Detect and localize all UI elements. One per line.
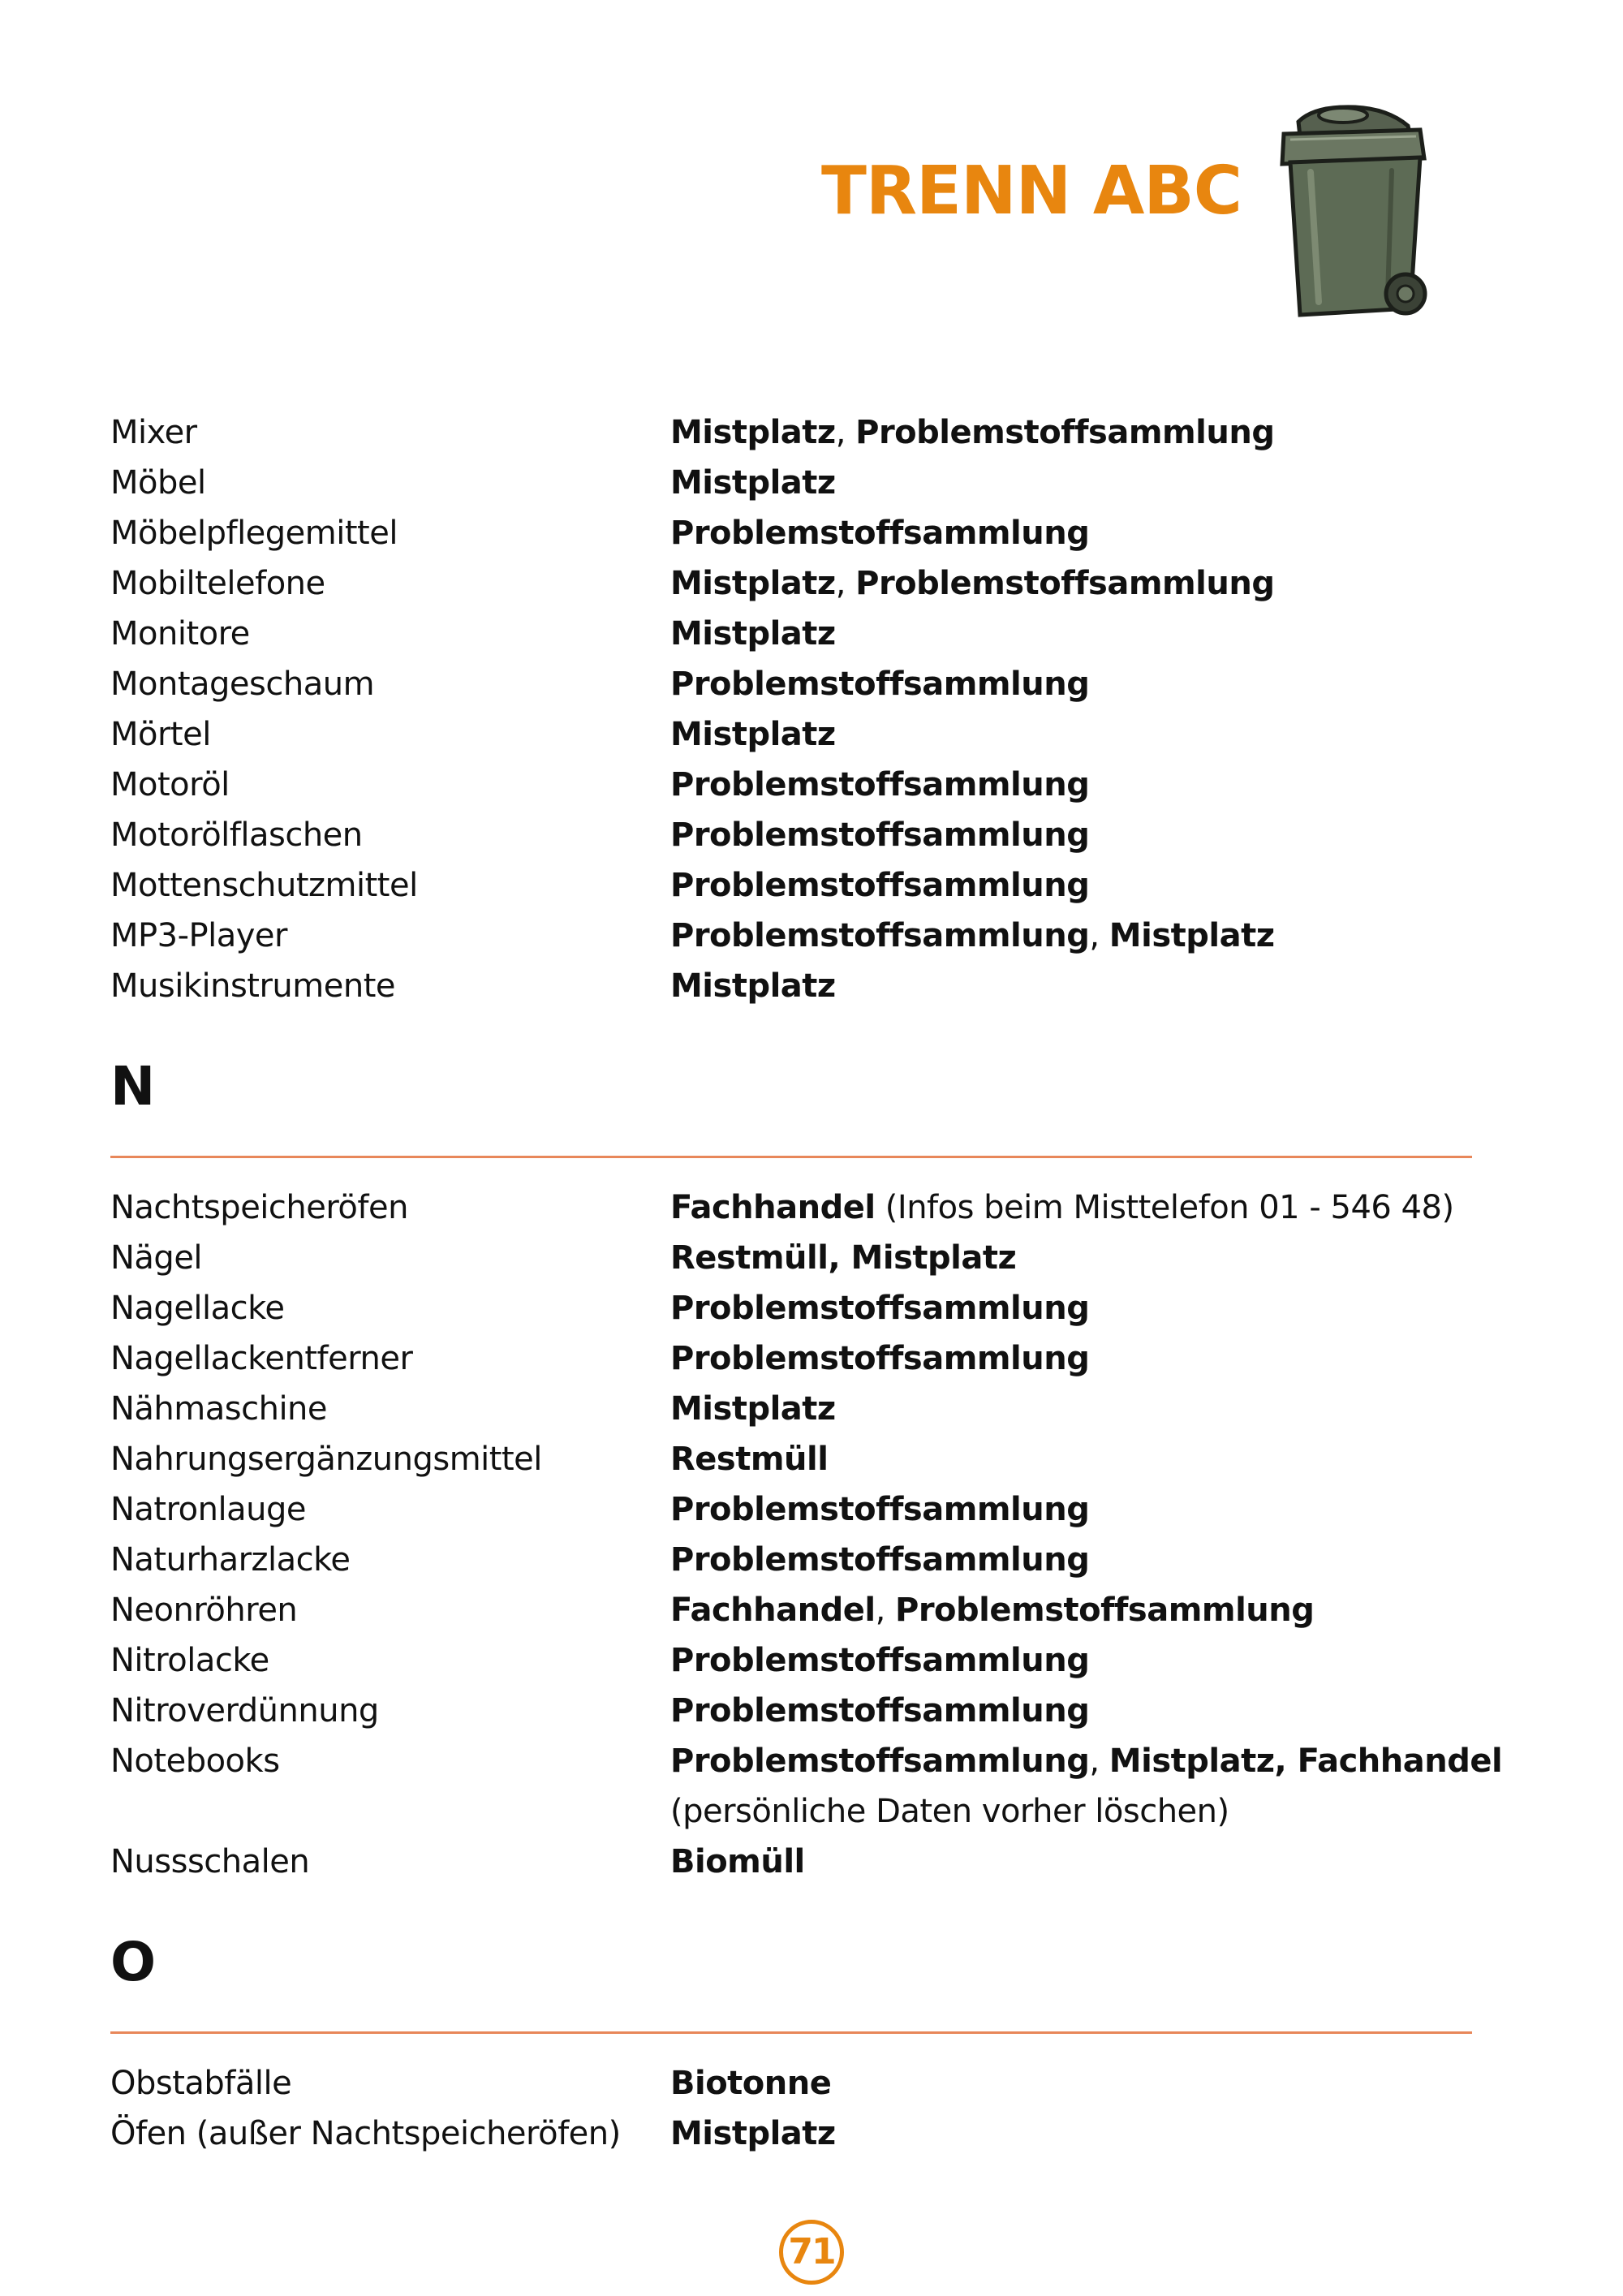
disposal-destination: Biotonne: [670, 2065, 832, 2102]
section-divider: [110, 1156, 1472, 1158]
item-name: Mörtel: [110, 716, 211, 753]
list-item: [110, 1283, 1474, 1333]
list-item: [110, 1535, 1474, 1585]
list-item: [110, 709, 1474, 760]
item-name: Notebooks: [110, 1742, 280, 1780]
item-name: Musikinstrumente: [110, 967, 395, 1005]
disposal-destination: Problemstoffsammlung: [670, 666, 1090, 703]
item-name: Obstabfälle: [110, 2065, 292, 2102]
disposal-destination: Problemstoffsammlung: [670, 766, 1090, 803]
disposal-note: (persönliche Daten vorher löschen): [670, 1793, 1229, 1830]
section-letter: N: [110, 1055, 156, 1118]
disposal-destination: Mistplatz: [670, 1390, 836, 1428]
disposal-destination: Restmüll, Mistplatz: [670, 1239, 1017, 1277]
list-item: [110, 407, 1474, 458]
item-name: Mixer: [110, 414, 197, 451]
disposal-destination: Problemstoffsammlung: [670, 1541, 1090, 1579]
disposal-destination: Mistplatz: [670, 967, 836, 1005]
list-item: [110, 860, 1474, 911]
item-name: Neonröhren: [110, 1592, 298, 1629]
list-item: [110, 911, 1474, 961]
item-name: Nähmaschine: [110, 1390, 328, 1428]
disposal-destination: Problemstoffsammlung: [670, 1491, 1090, 1528]
item-name: Naturharzlacke: [110, 1541, 351, 1579]
item-name: Nagellackentferner: [110, 1340, 413, 1377]
disposal-destination: Problemstoffsammlung, Mistplatz: [670, 917, 1275, 954]
disposal-destination: Mistplatz: [670, 464, 836, 502]
item-name: Motoröl: [110, 766, 230, 803]
disposal-destination: Mistplatz, Problemstoffsammlung: [670, 565, 1275, 602]
item-name: Nagellacke: [110, 1290, 285, 1327]
disposal-destination: Problemstoffsammlung: [670, 1290, 1090, 1327]
disposal-destination: Mistplatz, Problemstoffsammlung: [670, 414, 1275, 451]
list-item: [110, 1837, 1474, 1887]
disposal-destination: Problemstoffsammlung: [670, 1340, 1090, 1377]
disposal-destination: Mistplatz: [670, 615, 836, 653]
item-name: Nägel: [110, 1239, 203, 1277]
item-name: Nahrungsergänzungsmittel: [110, 1441, 542, 1478]
disposal-destination: Biomüll: [670, 1843, 805, 1880]
item-name: Mobiltelefone: [110, 565, 325, 602]
item-name: Mottenschutzmittel: [110, 867, 418, 904]
section-n: [110, 1055, 1503, 1887]
page-number: 71: [779, 2220, 844, 2285]
item-name: Möbel: [110, 464, 206, 502]
list-item: [110, 659, 1474, 709]
item-name: Nachtspeicheröfen: [110, 1189, 408, 1226]
disposal-destination: Problemstoffsammlung: [670, 1692, 1090, 1730]
item-name: Monitore: [110, 615, 250, 653]
section-o: [110, 1931, 1474, 2159]
list-item: [110, 2058, 1474, 2109]
wheelie-bin-icon: [1266, 97, 1428, 329]
list-item: [110, 609, 1474, 659]
item-name: Natronlauge: [110, 1491, 306, 1528]
item-name: Öfen (außer Nachtspeicheröfen): [110, 2115, 621, 2152]
list-item: [110, 508, 1474, 558]
list-item: [110, 1233, 1474, 1283]
list-item: [110, 1736, 1503, 1786]
list-item: [110, 1585, 1474, 1635]
disposal-destination: Fachhandel, Problemstoffsammlung: [670, 1592, 1315, 1629]
list-item: [110, 961, 1474, 1011]
list-item: [110, 810, 1474, 860]
disposal-destination: Problemstoffsammlung: [670, 515, 1090, 552]
list-item: [110, 558, 1474, 609]
section-m: [110, 407, 1474, 1011]
item-name: Montageschaum: [110, 666, 375, 703]
list-item: [110, 1384, 1474, 1434]
item-name: Nitroverdünnung: [110, 1692, 379, 1730]
disposal-destination: Mistplatz: [670, 716, 836, 753]
item-name: [110, 1786, 670, 1837]
disposal-destination: Problemstoffsammlung: [670, 867, 1090, 904]
list-item: [110, 760, 1474, 810]
list-item: [110, 1484, 1474, 1535]
disposal-destination: Mistplatz: [670, 2115, 836, 2152]
section-letter: O: [110, 1931, 157, 1993]
item-name: Motorölflaschen: [110, 816, 363, 854]
disposal-destination: Fachhandel (Infos beim Misttelefon 01 - 546 48): [670, 1189, 1454, 1226]
list-item: [110, 1333, 1474, 1384]
list-item: [110, 2109, 1474, 2159]
section-divider: [110, 2031, 1472, 2034]
item-name: Nussschalen: [110, 1843, 310, 1880]
item-name: MP3-Player: [110, 917, 287, 954]
list-item: [110, 1635, 1474, 1686]
disposal-destination: Problemstoffsammlung: [670, 1642, 1090, 1679]
sorting-list: [110, 407, 1503, 2159]
list-item: [110, 1786, 1474, 1837]
page-title: TRENN ABC: [820, 153, 1242, 230]
disposal-destination: Problemstoffsammlung: [670, 816, 1090, 854]
item-name: Möbelpflegemittel: [110, 515, 398, 552]
item-name: Nitrolacke: [110, 1642, 269, 1679]
disposal-destination: Restmüll: [670, 1441, 829, 1478]
list-item: [110, 1434, 1474, 1484]
list-item: [110, 1686, 1474, 1736]
disposal-destination: Problemstoffsammlung, Mistplatz, Fachhandel: [670, 1742, 1503, 1780]
list-item: [110, 1182, 1474, 1233]
list-item: [110, 458, 1474, 508]
